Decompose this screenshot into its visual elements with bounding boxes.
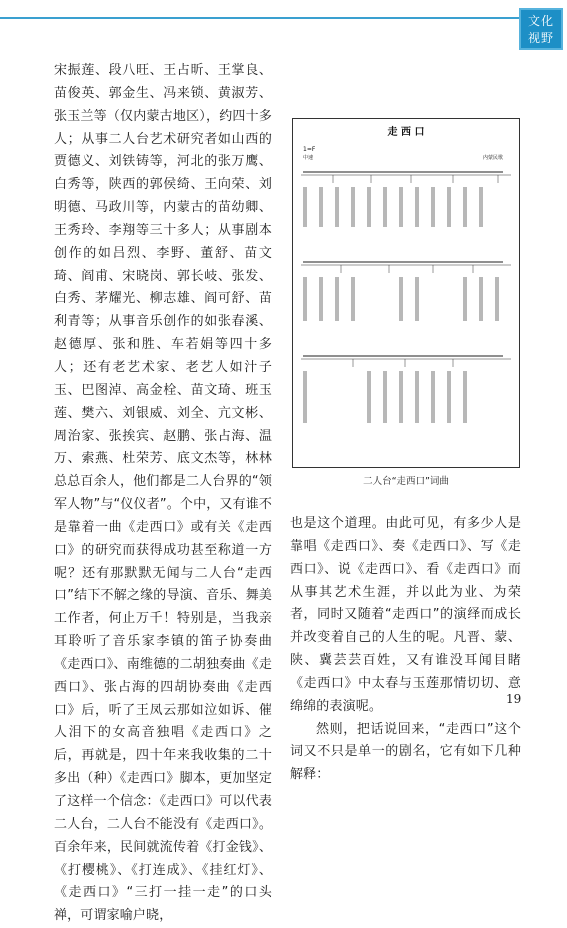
region-label: 内蒙民歌 [482,155,503,161]
figure-caption: 二人台“走西口”词曲 [363,476,449,487]
score-system-2 [301,261,511,321]
score-title: 走 西 口 [387,127,425,138]
score-system-3 [301,355,511,423]
page-number: 19 [506,692,522,706]
header-rule [0,17,520,19]
section-badge [519,8,563,50]
score-system-1 [301,171,511,227]
right-column [290,513,521,787]
body-paragraph: 宋振莲、段八旺、王占昕、王掌良、苗俊英、郭金生、冯来锁、黄淑芳、张玉兰等（仅内蒙古地区），约四十多人；从事二人台艺术研究者如山西的贾德义、刘铁铸等，河北的张万鹰、白秀等，陕西的郭侯绮、王向荣、刘明德、马政川等，内蒙古的苗幼卿、王秀玲、李翔等三十多人；从事剧本创作的如吕烈、李野、董舒、苗文琦、阎甫、宋晓岗、郭长岐、张发、白秀、茅耀光、柳志雄、阎可舒、苗利青等；从事音乐创作的如张春溪、赵德厚、张和胜、车若娟等四十多人；还有老艺术家、老艺人如汁子玉、巴图淖、高金栓、苗文琦、班玉莲、樊六、刘银威、刘全、亢文彬、周治家、张挨宾、赵鹏、张占海、温万、索燕、杜荣芳、底文杰等，林林总总百余人，他们都是二人台界的“领军人物”与“仪仪者”。个中，又有谁不是靠着一曲《走西口》或有关《走西口》的研究而获得成功甚至称道一方呢？还有那默默无闻与二人台“走西口”结下不解之缘的导演、音乐、舞美工作者，何止万千！特别是，当我亲耳聆听了音乐家李镇的笛子协奏曲《走西口》、南维德的二胡独奏曲《走西口》、张占海的四胡协奏曲《走西口》后，听了王凤云那如泣如诉、催人泪下的女高音独唱《走西口》之后，再就是，四十年来我收集的二十多出（种）《走西口》脚本，更加坚定了这样一个信念：《走西口》可以代表二人台，二人台不能没有《走西口》。百余年来，民间就流传着《打金钱》、《打樱桃》、《打连成》、《挂红灯》、《走西口》“三打一挂一走”的口头禅，可谓家喻户晓， [54,63,272,924]
left-column [54,60,272,928]
tempo-marking: 中速 [303,155,314,161]
body-paragraph: 也是这个道理。由此可见，有多少人是靠唱《走西口》、奏《走西口》、写《走西口》、说《走西口》、看《走西口》而从事其艺术生涯，并以此为业、为荣者，同时又随着“走西口”的演绎而成长并改变着自己的人生的呢。凡晋、蒙、陕、冀芸芸百姓，又有谁没耳闻目睹《走西口》中太春与玉莲那情切切、意绵绵的表演呢。 [290,516,521,714]
music-score-image [293,119,519,467]
section-badge-line2: 视野 [527,31,554,45]
music-score-figure [292,118,520,468]
key-signature: 1=F [303,146,316,153]
section-badge-line1: 文化 [527,14,554,28]
body-paragraph: 然则，把话说回来，“走西口”这个词又不只是单一的剧名，它有如下几种解释： [290,721,521,783]
